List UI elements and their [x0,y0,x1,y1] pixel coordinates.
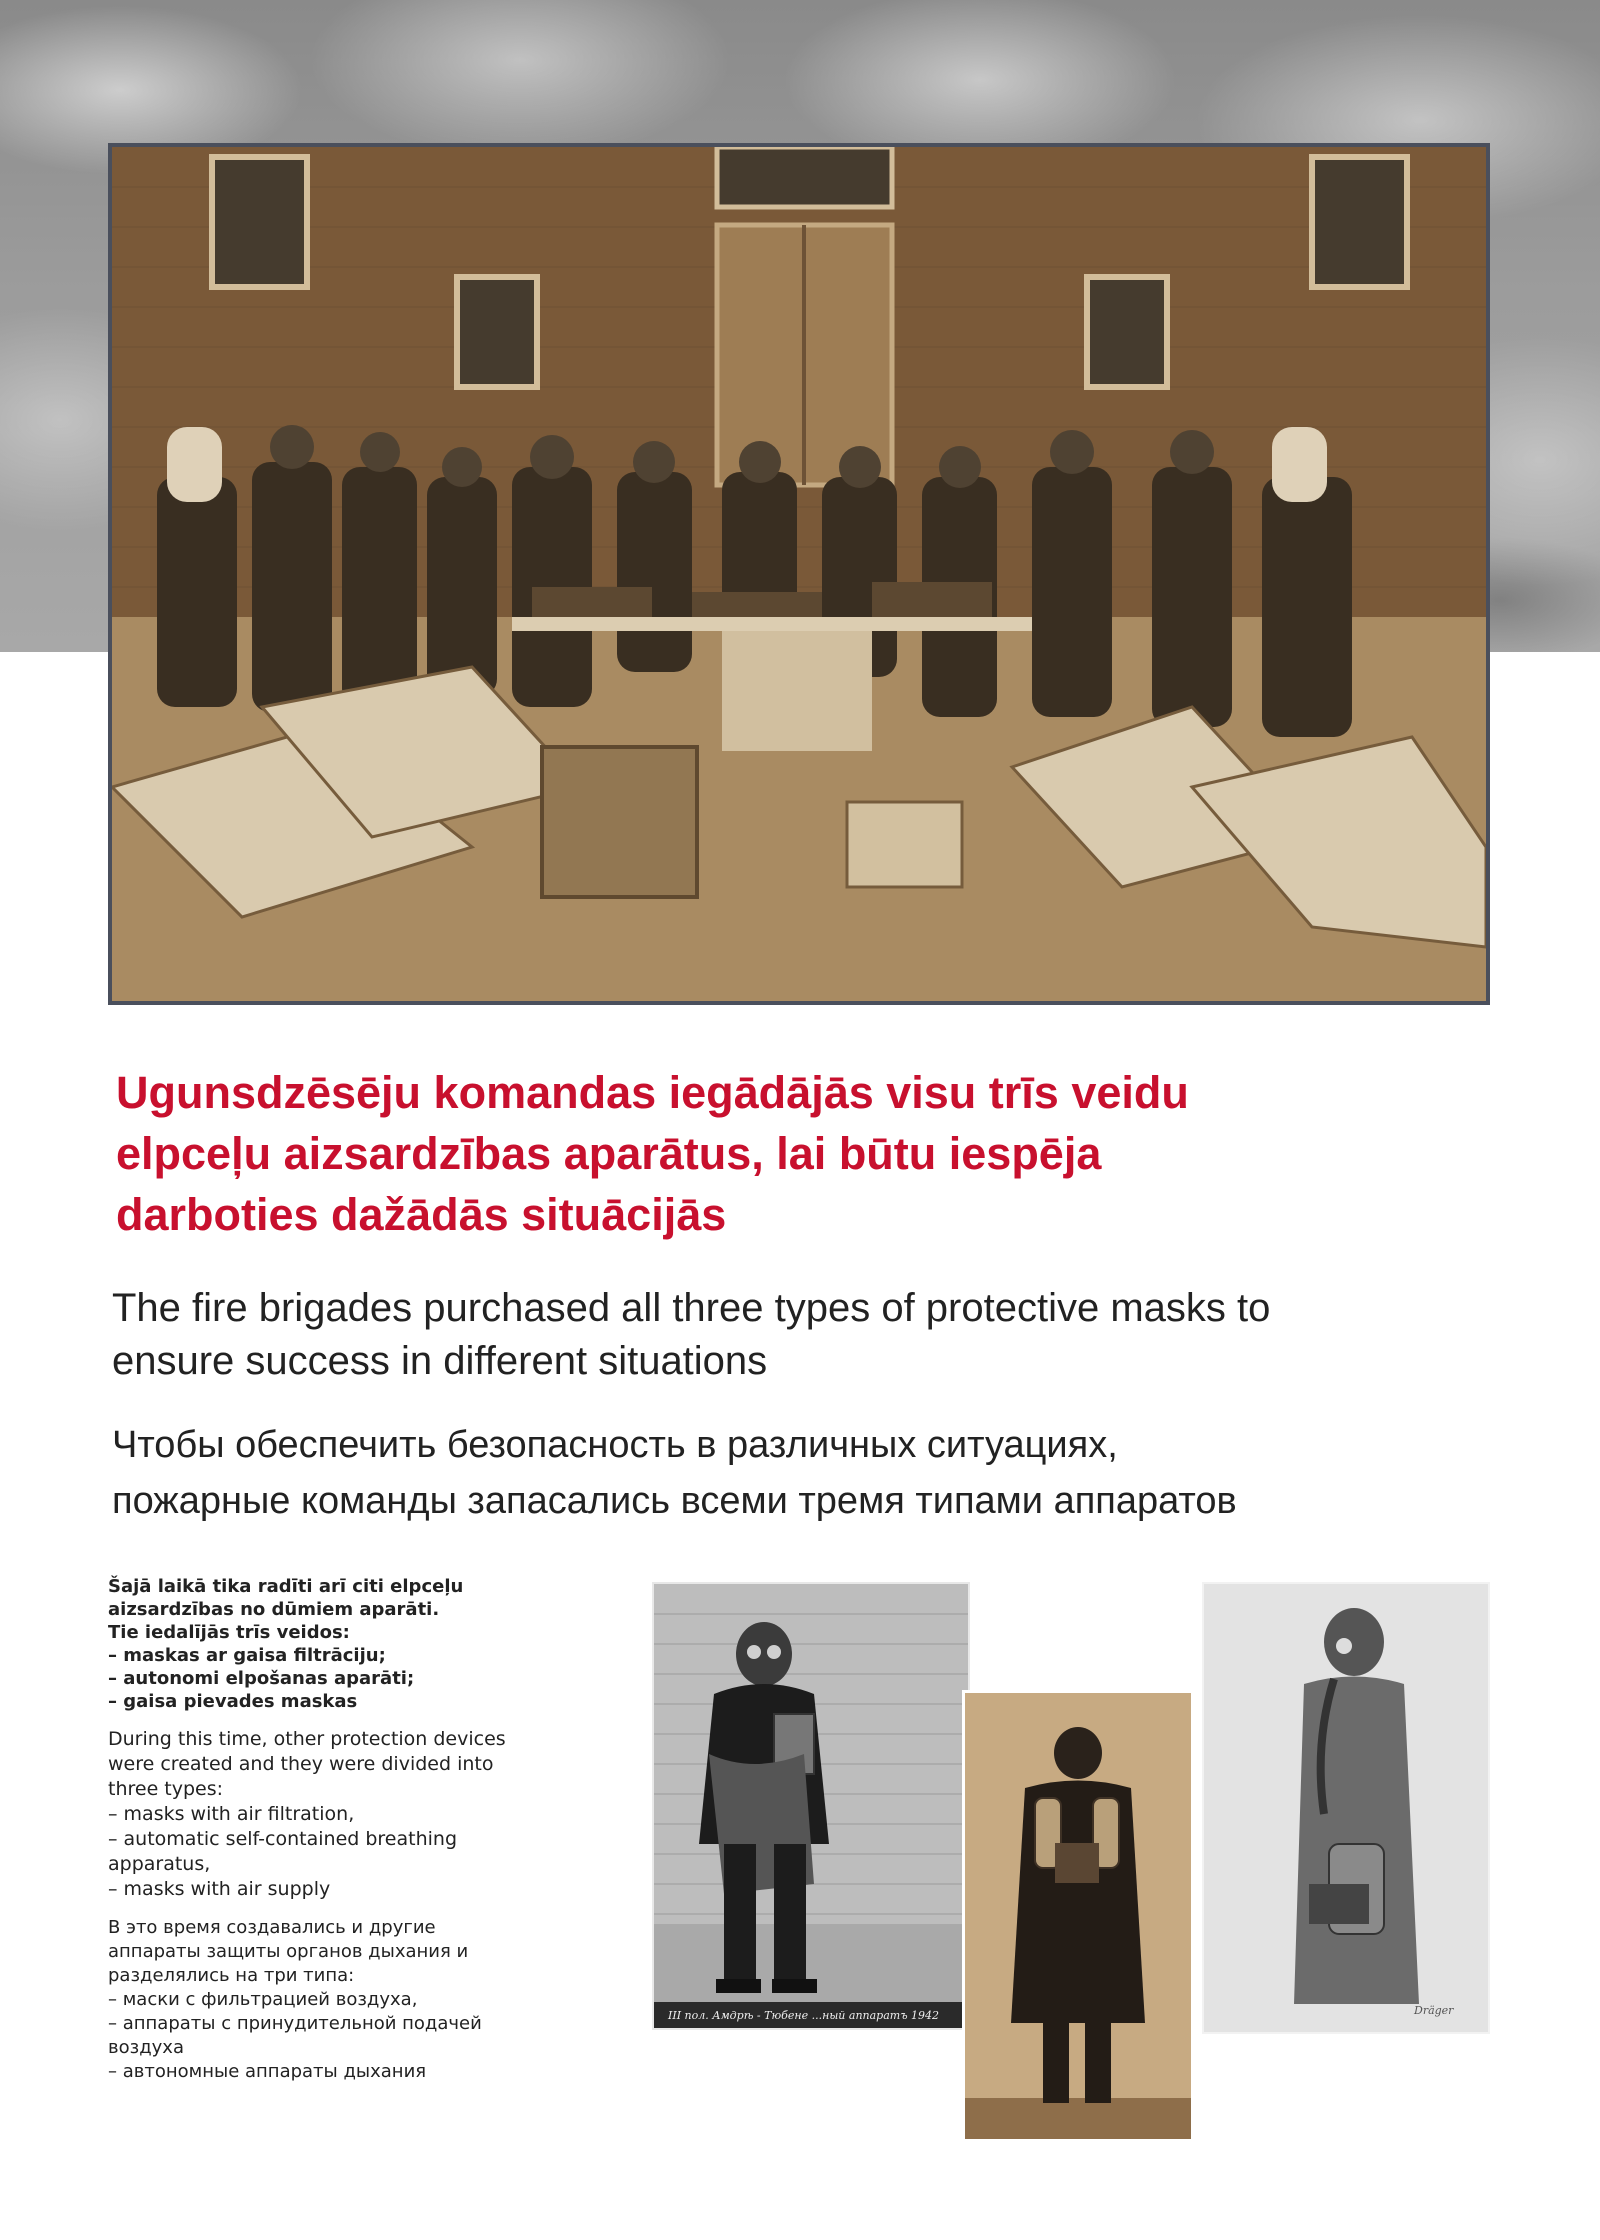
body-en-line: apparatus, [108,1853,211,1875]
photo-3-caption: Dräger [1414,2004,1454,2017]
body-lv-line: Šajā laikā tika radīti arī citi elpceļu [108,1576,464,1597]
body-ru-line: – автономные аппараты дыхания [108,2061,427,2082]
subtitle-english [112,1282,1532,1388]
photo-1-caption: III пол. Амдрѣ - Тюбене ...ный аппаратъ 1942 [668,2009,940,2022]
body-lv-line: Tie iedalījās trīs veidos: [108,1622,350,1643]
subtitle-russian [112,1417,1532,1529]
body-ru-line: разделялись на три типа: [108,1965,355,1986]
headline-line: elpceļu aizsardzības aparātus, lai būtu iespēja [116,1128,1102,1179]
body-en-line: were created and they were divided into [108,1753,494,1775]
body-russian [108,1916,568,2084]
body-en-line: three types: [108,1778,224,1800]
photo-breathing-apparatus-back [962,1690,1194,2142]
headline-line: darboties dažādās situācijās [116,1189,727,1240]
body-text-column [108,1575,568,2084]
body-latvian [108,1575,568,1713]
body-en-line: – masks with air supply [108,1878,331,1900]
headline-line: Ugunsdzēsēju komandas iegādājās visu trīs veidu [116,1067,1189,1118]
body-lv-line: aizsardzības no dūmiem aparāti. [108,1599,440,1620]
body-en-line: – masks with air filtration, [108,1803,355,1825]
photo-filter-mask-firefighter [652,1582,970,2030]
body-ru-line: – маски с фильтрацией воздуха, [108,1989,418,2010]
body-en-line: During this time, other protection devices [108,1728,506,1750]
subtitle-ru-line: пожарные команды запасались всеми тремя типами аппаратов [112,1480,1237,1522]
photo-air-supply-mask-side [1202,1582,1490,2034]
body-ru-line: В это время создавались и другие [108,1917,436,1938]
body-english [108,1727,568,1902]
body-lv-line: – maskas ar gaisa filtrāciju; [108,1645,386,1666]
body-lv-line: – autonomi elpošanas aparāti; [108,1668,415,1689]
subtitle-ru-line: Чтобы обеспечить безопасность в различных ситуациях, [112,1424,1118,1466]
body-ru-line: воздуха [108,2037,184,2058]
subtitle-en-line: ensure success in different situations [112,1339,768,1383]
body-lv-line: – gaisa pievades maskas [108,1691,358,1712]
main-group-photo [108,143,1490,1005]
body-ru-line: – аппараты с принудительной подачей [108,2013,482,2034]
body-en-line: – automatic self-contained breathing [108,1828,458,1850]
subtitle-en-line: The fire brigades purchased all three types of protective masks to [112,1286,1271,1330]
body-ru-line: аппараты защиты органов дыхания и [108,1941,469,1962]
headline [116,1062,1496,1245]
